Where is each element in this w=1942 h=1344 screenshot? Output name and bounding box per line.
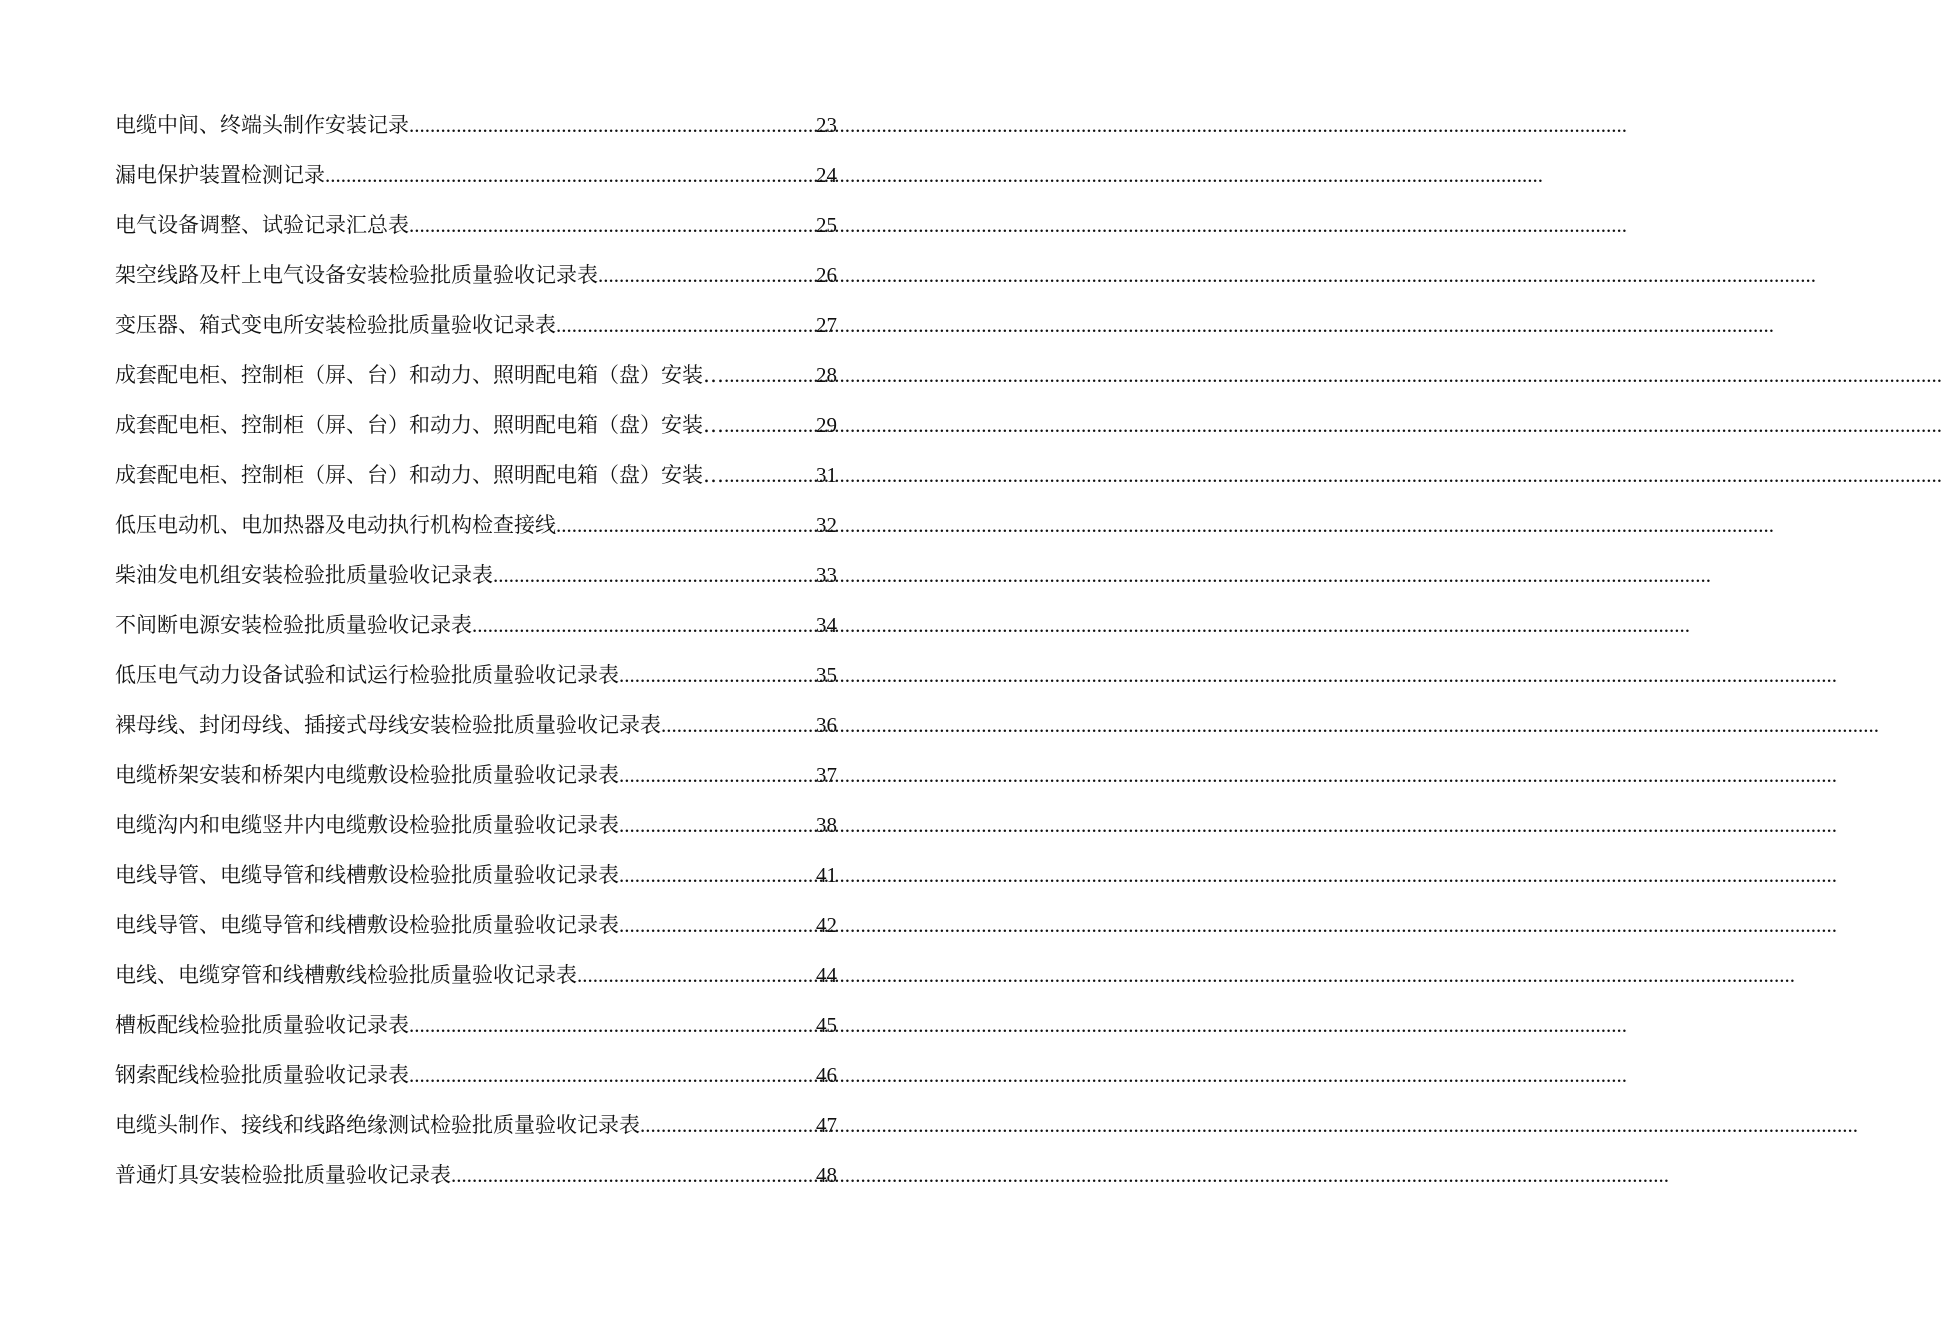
toc-dot-leader xyxy=(619,750,816,800)
toc-entry[interactable] xyxy=(115,900,837,950)
toc-dot-leader xyxy=(472,600,816,650)
toc-entry[interactable] xyxy=(115,1000,837,1050)
toc-entry-page-number: 38 xyxy=(816,813,837,837)
toc-entry-title: 电缆沟内和电缆竖井内电缆敷设检验批质量验收记录表 xyxy=(115,813,619,837)
toc-entry[interactable] xyxy=(115,950,837,1000)
toc-entry-title: 不间断电源安装检验批质量验收记录表 xyxy=(115,613,472,637)
toc-entry[interactable] xyxy=(115,750,837,800)
toc-dot-leader xyxy=(619,800,816,850)
toc-entry[interactable] xyxy=(115,1150,837,1200)
toc-entry-page-number: 47 xyxy=(816,1113,837,1137)
toc-entry-page-number: 23 xyxy=(816,113,837,137)
toc-entry-title: 低压电动机、电加热器及电动执行机构检查接线 xyxy=(115,513,556,537)
toc-entry-title: 变压器、箱式变电所安装检验批质量验收记录表 xyxy=(115,313,556,337)
toc-entry-page-number: 36 xyxy=(816,713,837,737)
toc-entry-page-number: 28 xyxy=(816,363,837,387)
toc-entry[interactable] xyxy=(115,350,837,400)
toc-entry-title: 成套配电柜、控制柜（屏、台）和动力、照明配电箱（盘）安装… xyxy=(115,413,724,437)
toc-entry[interactable] xyxy=(115,1100,837,1150)
toc-dot-leader xyxy=(724,400,816,450)
toc-entry[interactable] xyxy=(115,400,837,450)
toc-dot-leader xyxy=(661,700,816,750)
toc-dot-leader xyxy=(619,850,816,900)
toc-entry[interactable] xyxy=(115,600,837,650)
toc-entry-title: 成套配电柜、控制柜（屏、台）和动力、照明配电箱（盘）安装… xyxy=(115,463,724,487)
toc-entry-page-number: 25 xyxy=(816,213,837,237)
toc-entry[interactable] xyxy=(115,200,837,250)
toc-dot-leader xyxy=(640,1100,816,1150)
toc-entry-title: 电线导管、电缆导管和线槽敷设检验批质量验收记录表 xyxy=(115,913,619,937)
toc-dot-leader xyxy=(577,950,816,1000)
toc-entry[interactable] xyxy=(115,850,837,900)
toc-entry[interactable] xyxy=(115,300,837,350)
toc-dot-leader xyxy=(493,550,816,600)
toc-entry[interactable] xyxy=(115,800,837,850)
toc-entry-title: 电缆头制作、接线和线路绝缘测试检验批质量验收记录表 xyxy=(115,1113,640,1137)
toc-entry-title: 低压电气动力设备试验和试运行检验批质量验收记录表 xyxy=(115,663,619,687)
toc-entry-page-number: 33 xyxy=(816,563,837,587)
toc-entry-title: 架空线路及杆上电气设备安装检验批质量验收记录表 xyxy=(115,263,598,287)
toc-entry-title: 普通灯具安装检验批质量验收记录表 xyxy=(115,1163,451,1187)
toc-dot-leader xyxy=(409,100,816,150)
toc-entry[interactable] xyxy=(115,250,837,300)
toc-entry-page-number: 32 xyxy=(816,513,837,537)
toc-entry-title: 电线、电缆穿管和线槽敷线检验批质量验收记录表 xyxy=(115,963,577,987)
toc-entry-title: 漏电保护装置检测记录 xyxy=(115,163,325,187)
toc-entry-page-number: 44 xyxy=(816,963,837,987)
toc-entry-title: 柴油发电机组安装检验批质量验收记录表 xyxy=(115,563,493,587)
toc-entry-page-number: 26 xyxy=(816,263,837,287)
toc-entry-page-number: 31 xyxy=(816,463,837,487)
toc-entry[interactable] xyxy=(115,500,837,550)
toc-entry-page-number: 35 xyxy=(816,663,837,687)
toc-entry[interactable] xyxy=(115,550,837,600)
toc-dot-leader xyxy=(451,1150,816,1200)
toc-entry-title: 成套配电柜、控制柜（屏、台）和动力、照明配电箱（盘）安装… xyxy=(115,363,724,387)
toc-entry-page-number: 46 xyxy=(816,1063,837,1087)
toc-entry[interactable] xyxy=(115,100,837,150)
document-page xyxy=(0,0,950,1344)
toc-dot-leader xyxy=(325,150,816,200)
toc-dot-leader xyxy=(409,1000,816,1050)
toc-dot-leader xyxy=(409,1050,816,1100)
table-of-contents xyxy=(115,100,837,1200)
toc-entry-title: 钢索配线检验批质量验收记录表 xyxy=(115,1063,409,1087)
toc-entry-title: 电缆桥架安装和桥架内电缆敷设检验批质量验收记录表 xyxy=(115,763,619,787)
toc-entry-page-number: 37 xyxy=(816,763,837,787)
toc-entry[interactable] xyxy=(115,700,837,750)
toc-dot-leader xyxy=(619,900,816,950)
toc-dot-leader xyxy=(724,350,816,400)
toc-dot-leader xyxy=(724,450,816,500)
toc-entry-title: 裸母线、封闭母线、插接式母线安装检验批质量验收记录表 xyxy=(115,713,661,737)
toc-entry-page-number: 42 xyxy=(816,913,837,937)
toc-entry-page-number: 24 xyxy=(816,163,837,187)
toc-entry-title: 槽板配线检验批质量验收记录表 xyxy=(115,1013,409,1037)
toc-entry-page-number: 29 xyxy=(816,413,837,437)
toc-entry-page-number: 34 xyxy=(816,613,837,637)
toc-entry-title: 电线导管、电缆导管和线槽敷设检验批质量验收记录表 xyxy=(115,863,619,887)
toc-dot-leader xyxy=(556,500,816,550)
toc-entry[interactable] xyxy=(115,450,837,500)
toc-entry-page-number: 48 xyxy=(816,1163,837,1187)
toc-dot-leader xyxy=(556,300,816,350)
toc-entry-page-number: 27 xyxy=(816,313,837,337)
toc-entry[interactable] xyxy=(115,1050,837,1100)
toc-dot-leader xyxy=(409,200,816,250)
toc-dot-leader xyxy=(598,250,816,300)
toc-entry[interactable] xyxy=(115,650,837,700)
toc-entry-title: 电缆中间、终端头制作安装记录 xyxy=(115,113,409,137)
toc-entry-page-number: 45 xyxy=(816,1013,837,1037)
toc-entry-page-number: 41 xyxy=(816,863,837,887)
toc-entry-title: 电气设备调整、试验记录汇总表 xyxy=(115,213,409,237)
toc-entry[interactable] xyxy=(115,150,837,200)
toc-dot-leader xyxy=(619,650,816,700)
